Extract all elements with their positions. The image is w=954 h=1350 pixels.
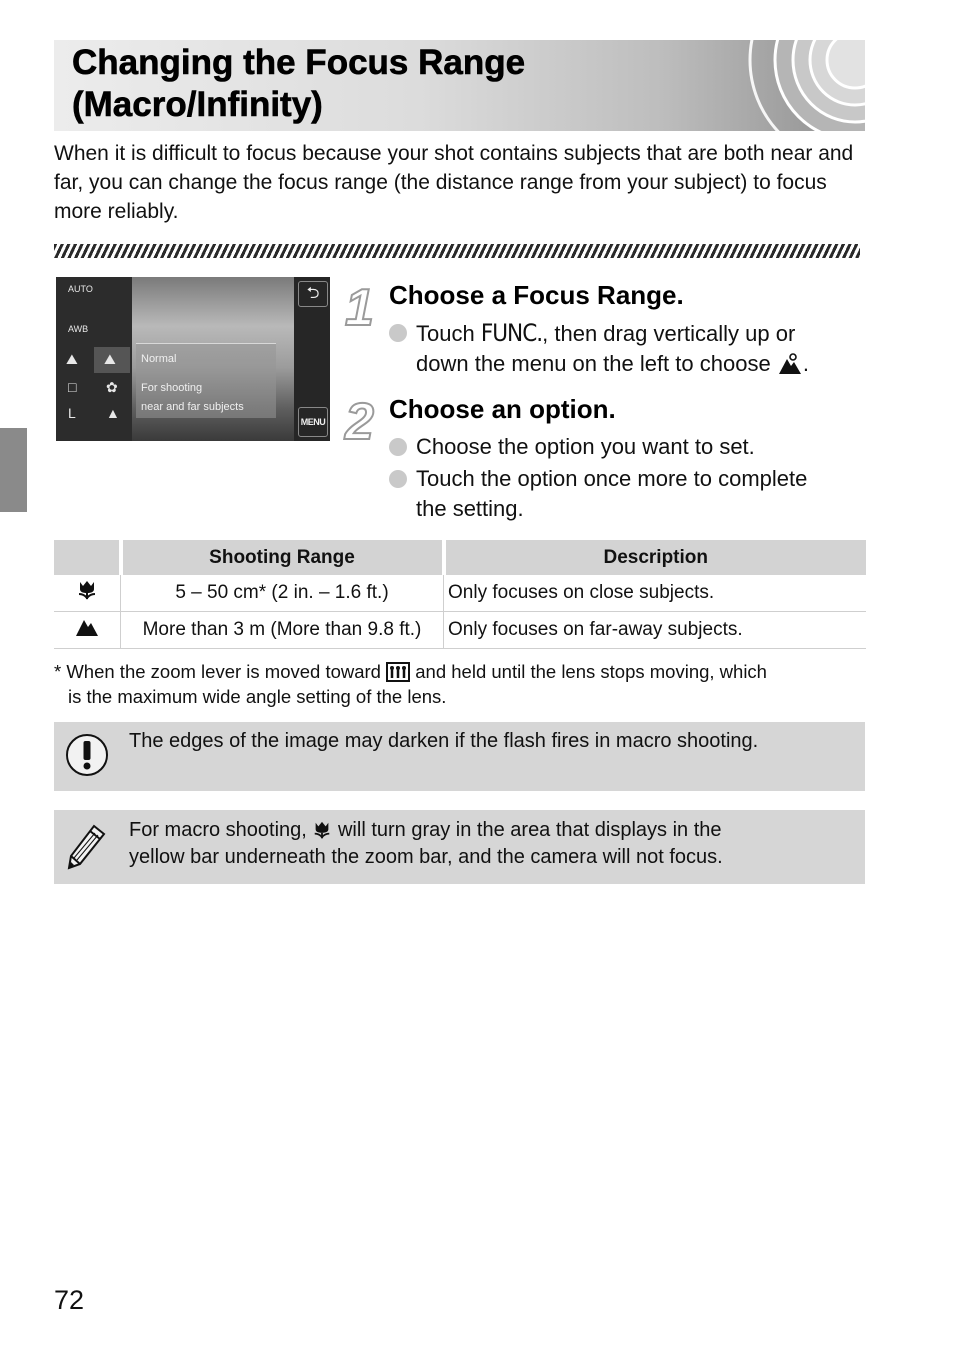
table-row [54,612,866,649]
step-1-heading: Choose a Focus Range. [389,280,684,310]
bullet-dot-icon [389,438,407,456]
camera-macro-icon: ✿ [106,379,118,395]
table-footnote [54,659,866,709]
caution-exclamation-icon [64,732,110,778]
memo-note-text [129,817,859,871]
camera-drive-icon: □ [68,379,77,395]
page-title [72,42,525,126]
step-2-bullet-2 [416,464,866,524]
table-header-description: Description [444,540,867,575]
infinity-mountain-icon [75,617,99,637]
table-range-cell: More than 3 m (More than 9.8 ft.) [121,612,444,649]
wide-angle-zoom-icon [386,662,410,682]
memo-note [54,810,865,884]
page-number: 72 [54,1285,85,1315]
table-header-row [54,540,866,575]
footnote-text-1: * When the zoom lever is moved toward [54,661,381,682]
step-2-text-3: the setting. [416,496,524,521]
func-button-label: FUNC. [480,319,543,347]
table-icon-cell [54,612,121,649]
camera-normal-focus-icon: ⛰ [66,351,78,367]
camera-size-icon: L [68,405,76,421]
memo-text-1: For macro shooting, [129,819,307,841]
step-1-bullet [416,318,866,379]
camera-option-name: Normal [141,353,177,365]
chapter-tab-marker [0,428,27,512]
macro-tulip-icon [76,580,98,600]
pencil-memo-icon [64,822,110,872]
camera-awb-icon: AWB [68,324,89,334]
camera-back-button [298,281,328,307]
memo-text-2: will turn gray in the area that displays in the [337,819,722,841]
step-1-text-mid: , then drag vertically up or [542,321,796,346]
step-2-text-1: Choose the option you want to set. [416,434,755,459]
table-icon-cell [54,575,121,612]
camera-auto-icon: AUTO [68,284,93,294]
normal-focus-icon [777,353,803,375]
title-banner [54,40,865,131]
step-2-number: 2 [345,393,374,451]
section-divider [54,244,860,258]
step-2-text-2: Touch the option once more to complete [416,466,808,491]
camera-normal-focus-selected-icon: ⛰ [104,351,116,367]
step-1-text-prefix: Touch [416,321,481,346]
memo-text-3: yellow bar underneath the zoom bar, and the camera will not focus. [129,846,723,868]
bullet-dot-icon [389,324,407,342]
camera-infinity-icon: ▲ [106,405,120,421]
step-1-text-line2: down the menu on the left to choose [416,351,771,376]
caution-note [54,722,865,791]
step-2-bullet-1 [416,432,866,462]
title-line-2: (Macro/Infinity) [72,85,323,124]
bullet-dot-icon [389,470,407,488]
camera-option-desc-2: near and far subjects [141,401,244,413]
camera-menu-button: MENU [298,407,328,437]
title-line-1: Changing the Focus Range [72,43,526,82]
table-row [54,575,866,612]
footnote-text-2: and held until the lens stops moving, which [415,661,767,682]
focus-range-table [54,540,866,649]
decorative-rings-icon [745,40,865,131]
camera-option-desc-1: For shooting [141,382,203,394]
camera-screen-illustration [56,277,330,441]
table-description-cell: Only focuses on far-away subjects. [444,612,867,649]
step-1-number: 1 [345,279,374,337]
table-range-cell: 5 – 50 cm* (2 in. – 1.6 ft.) [121,575,444,612]
caution-note-text: The edges of the image may darken if the flash fires in macro shooting. [129,730,759,752]
step-2-heading: Choose an option. [389,394,616,424]
table-header-range: Shooting Range [121,540,444,575]
step-1-text-end: . [802,351,809,376]
macro-tulip-icon [312,820,332,840]
footnote-text-3: is the maximum wide angle setting of the lens. [68,686,447,707]
table-description-cell: Only focuses on close subjects. [444,575,867,612]
back-arrow-icon: ⮌ [306,285,320,302]
intro-paragraph: When it is difficult to focus because your shot contains subjects that are both near and far, you can change the focus range (the distance range from your subject) to focus more reliably. [54,142,854,223]
table-header-icon [54,540,121,575]
